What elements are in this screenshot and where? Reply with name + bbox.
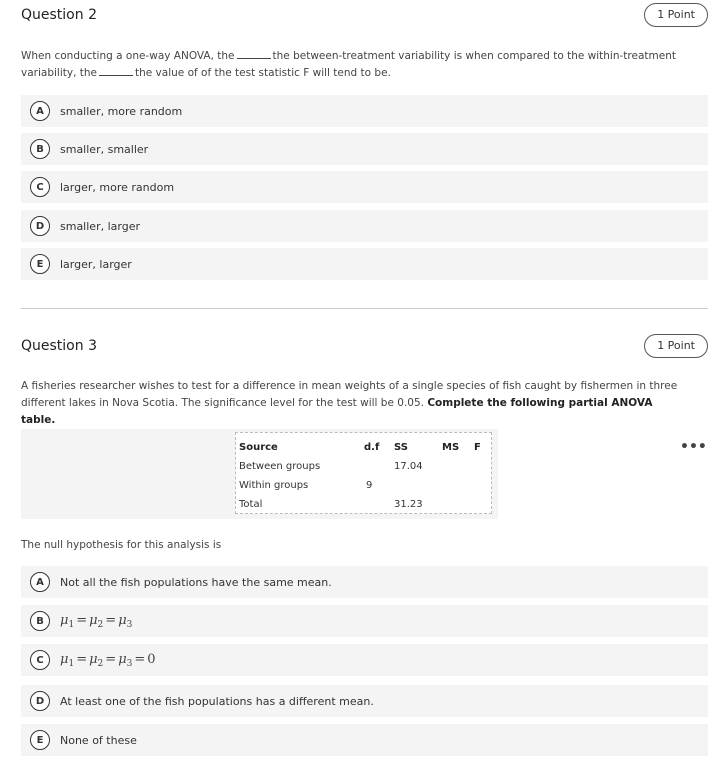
option-letter-a: A: [30, 101, 50, 121]
option-math-equation: [60, 613, 132, 630]
option-math-equation: [60, 652, 156, 669]
question-3-text: [21, 378, 681, 429]
row-within-df: 9: [366, 480, 373, 491]
header-f: F: [474, 442, 481, 453]
q3-option-e[interactable]: [21, 724, 708, 756]
question-3-text-bold: Complete the following partial ANOVA table.: [21, 397, 653, 426]
row-within-source: Within groups: [239, 480, 309, 491]
math-mu: μ: [118, 612, 127, 628]
math-equals: =: [105, 651, 117, 667]
question-2-title: Question 2: [21, 7, 97, 23]
question-2-text-part-1: When conducting a one-way ANOVA, the: [21, 50, 235, 62]
math-equals: =: [105, 612, 117, 628]
q3-option-c[interactable]: [21, 644, 708, 676]
math-sub: 1: [68, 658, 75, 669]
row-between-source: Between groups: [239, 461, 321, 472]
math-zero: 0: [147, 651, 156, 667]
question-3-points-badge: 1 Point: [644, 334, 708, 358]
question-3-header: [21, 334, 708, 360]
math-mu: μ: [118, 651, 127, 667]
anova-table: [235, 432, 492, 514]
question-divider: [21, 308, 708, 309]
math-mu: μ: [60, 651, 69, 667]
math-sub: 3: [126, 658, 133, 669]
option-text: smaller, larger: [60, 219, 140, 233]
header-ms: MS: [442, 442, 460, 453]
option-text: larger, more random: [60, 180, 175, 194]
question-3-text-body: A fisheries researcher wishes to test for a difference in mean weights of a single species of fish caught by fishermen in three different lakes in Nova Scotia. The significance level for the test will be 0.05.: [21, 380, 678, 409]
more-options-icon[interactable]: •••: [680, 439, 707, 455]
question-3-title: Question 3: [21, 338, 97, 354]
q2-option-a[interactable]: [21, 95, 708, 127]
option-text: At least one of the fish populations has a different mean.: [60, 694, 374, 708]
question-2-text: [21, 48, 691, 82]
option-text: smaller, more random: [60, 104, 183, 118]
option-letter-e: E: [30, 730, 50, 750]
option-letter-a: A: [30, 572, 50, 592]
math-sub: 2: [97, 658, 104, 669]
row-total-ss: 31.23: [394, 499, 423, 510]
blank-2: [99, 66, 133, 76]
q2-option-e[interactable]: [21, 248, 708, 280]
option-letter-b: B: [30, 611, 50, 631]
math-equals: =: [76, 651, 88, 667]
option-letter-b: B: [30, 139, 50, 159]
q2-option-c[interactable]: [21, 171, 708, 203]
row-total-source: Total: [239, 499, 263, 510]
option-text: larger, larger: [60, 257, 132, 271]
math-mu: μ: [60, 612, 69, 628]
header-df: d.f: [364, 442, 380, 453]
option-text: Not all the fish populations have the same mean.: [60, 575, 332, 589]
option-letter-e: E: [30, 254, 50, 274]
question-2-header: [21, 3, 708, 29]
option-letter-d: D: [30, 216, 50, 236]
header-source: Source: [239, 442, 278, 453]
math-sub: 1: [68, 619, 75, 630]
question-2-text-part-3: the value of of the test statistic F will tend to be.: [134, 67, 391, 79]
header-ss: SS: [394, 442, 408, 453]
option-text: smaller, smaller: [60, 142, 149, 156]
option-letter-d: D: [30, 691, 50, 711]
q3-option-b[interactable]: [21, 605, 708, 637]
math-equals: =: [134, 651, 146, 667]
q3-option-d[interactable]: [21, 685, 708, 717]
question-2-text-part-2: the between-treatment variability is when compared to the within-treatment variability, the: [21, 50, 676, 79]
math-sub: 3: [126, 619, 133, 630]
option-text: None of these: [60, 733, 137, 747]
q3-option-a[interactable]: [21, 566, 708, 598]
option-letter-c: C: [30, 177, 50, 197]
q2-option-d[interactable]: [21, 210, 708, 242]
q2-option-b[interactable]: [21, 133, 708, 165]
blank-1: [237, 49, 271, 59]
math-mu: μ: [89, 612, 98, 628]
math-mu: μ: [89, 651, 98, 667]
math-sub: 2: [97, 619, 104, 630]
anova-table-container: [21, 429, 498, 519]
row-between-ss: 17.04: [394, 461, 423, 472]
question-2-points-badge: 1 Point: [644, 3, 708, 27]
math-equals: =: [76, 612, 88, 628]
option-letter-c: C: [30, 650, 50, 670]
question-3-subprompt: The null hypothesis for this analysis is: [21, 539, 222, 551]
